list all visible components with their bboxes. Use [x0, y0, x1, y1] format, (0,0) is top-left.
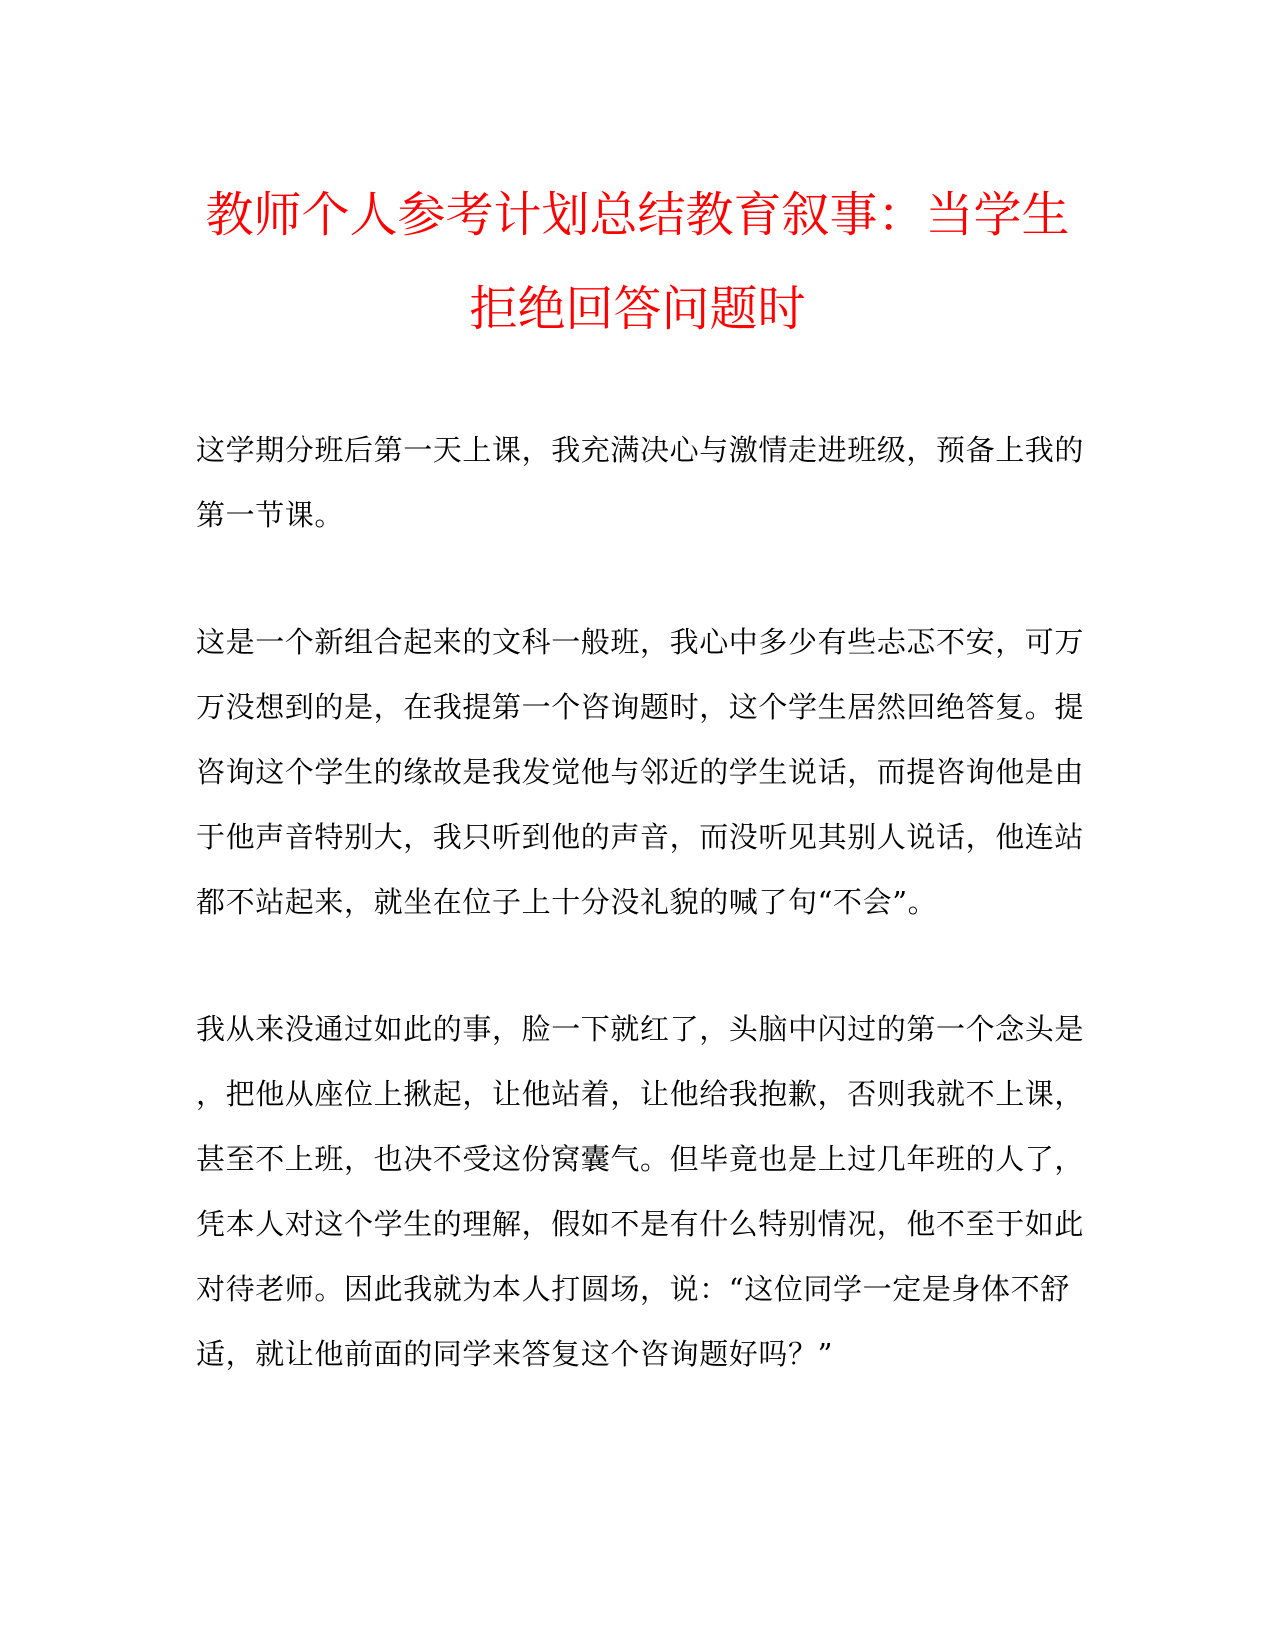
- paragraph-line: 适，就让他前面的同学来答复这个咨询题好吗？”: [196, 1337, 834, 1371]
- paragraph-line: 万没想到的是，在我提第一个咨询题时，这个学生居然回绝答复。提: [196, 690, 1085, 724]
- paragraph-line: 都不站起来，就坐在位子上十分没礼貌的喊了句“不会”。: [196, 885, 938, 919]
- paragraph-line: 咨询这个学生的缘故是我发觉他与邻近的学生说话，而提咨询他是由: [196, 755, 1085, 789]
- paragraph-line: 凭本人对这个学生的理解，假如不是有什么特别情况，他不至于如此: [196, 1207, 1085, 1241]
- title-line-2: 拒绝回答问题时: [469, 281, 806, 337]
- paragraph-line: 第一节课。: [196, 498, 345, 532]
- paragraph-line: 这学期分班后第一天上课，我充满决心与激情走进班级，预备上我的: [196, 433, 1085, 467]
- paragraph-line: 对待老师。因此我就为本人打圆场，说：“这位同学一定是身体不舒: [196, 1272, 1070, 1306]
- paragraph-1: [196, 418, 1085, 548]
- document-title: [150, 168, 1125, 356]
- paragraph-2: [196, 610, 1085, 935]
- title-line-1: 教师个人参考计划总结教育叙事：当学生: [205, 187, 1070, 243]
- paragraph-3: [196, 997, 1085, 1387]
- paragraph-line: 我从来没通过如此的事，脸一下就红了，头脑中闪过的第一个念头是: [196, 1012, 1085, 1046]
- paragraph-line: ，把他从座位上揪起，让他站着，让他给我抱歉，否则我就不上课，: [196, 1077, 1085, 1111]
- paragraph-line: 于他声音特别大，我只听到他的声音，而没听见其别人说话，他连站: [196, 820, 1085, 854]
- paragraph-line: 甚至不上班，也决不受这份窝囊气。但毕竟也是上过几年班的人了，: [196, 1142, 1085, 1176]
- paragraph-line: 这是一个新组合起来的文科一般班，我心中多少有些忐忑不安，可万: [196, 625, 1085, 659]
